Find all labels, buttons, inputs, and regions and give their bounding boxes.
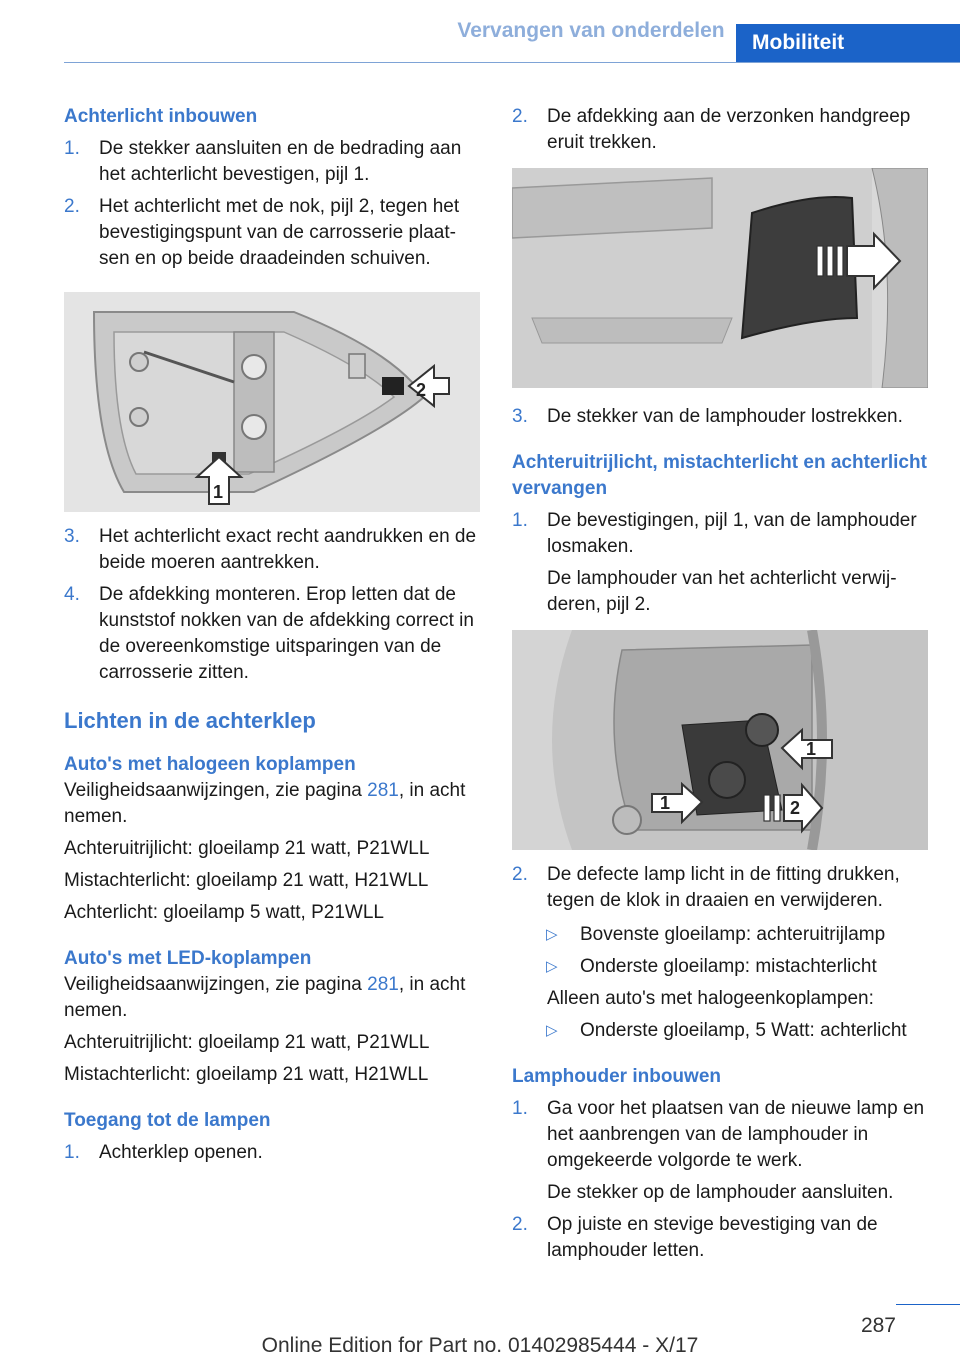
- halogen-only-note: Alleen auto's met halogeenkoplampen:: [547, 988, 874, 1009]
- holder-step-1: 1. Ga voor het plaatsen van de nieuwe lamp en het aanbrengen van de lamphouder in omgekeerde volgorde te werk.: [512, 1098, 925, 1171]
- install-step-3: 3. Het achterlicht exact recht aandrukken en de beide moeren aantrekken.: [64, 526, 477, 573]
- halogen-line: Mistachterlicht: gloeilamp 21 watt, H21WLL: [64, 870, 429, 891]
- heading-install-holder: Lamphouder inbouwen: [512, 1066, 721, 1087]
- holder-step-2: 2. Op juiste en stevige bevestiging van de lamphouder letten.: [512, 1214, 878, 1261]
- led-line: Achteruitrijlicht: gloeilamp 21 watt, P21WLL: [64, 1032, 430, 1053]
- halogen-safety-note: Veiligheidsaanwijzingen, zie pagina 281, in acht nemen.: [64, 780, 466, 827]
- heading-replace-lamps: Achteruitrijlicht, mistachterlicht en achterlicht vervangen: [512, 452, 927, 499]
- figure-lamp-holder: [512, 630, 928, 850]
- replace-step-1: 1. De bevestigingen, pijl 1, van de lamphouder losmaken.: [512, 510, 917, 557]
- bullet-item: ▷ Onderste gloeilamp: mistachterlicht: [546, 956, 877, 977]
- heading-halogen: Auto's met halogeen koplampen: [64, 754, 356, 775]
- replace-step-2: 2. De defecte lamp licht in de fitting drukken, tegen de klok in draaien en verwijderen.: [512, 864, 900, 911]
- bullet-item: ▷ Onderste gloeilamp, 5 Watt: achterlicht: [546, 1020, 907, 1041]
- left-column: [64, 104, 480, 1166]
- fig1-label-2: 2: [416, 380, 427, 400]
- fig3-label-1-bottom: 1: [660, 793, 671, 813]
- heading-lamp-access: Toegang tot de lampen: [64, 1110, 271, 1131]
- heading-led: Auto's met LED-koplampen: [64, 948, 312, 969]
- figure-cover-removal: [512, 168, 928, 388]
- page-link-281[interactable]: 281: [367, 780, 399, 801]
- header-section-title: Vervangen van onderdelen: [457, 19, 725, 42]
- halogen-line: Achterlicht: gloeilamp 5 watt, P21WLL: [64, 902, 384, 923]
- access-step-3: 3. De stekker van de lamphouder lostrekken.: [512, 406, 903, 427]
- install-step-1: 1. De stekker aansluiten en de bedrading aan het achterlicht bevestigen, pijl 1.: [64, 138, 462, 185]
- halogen-line: Achteruitrijlicht: gloeilamp 21 watt, P21WLL: [64, 838, 430, 859]
- install-step-4: 4. De afdekking monteren. Erop letten dat de kunststof nokken van de afdekking correct in de overeenkomstige uitsparingen van de carrosserie zitten.: [64, 584, 474, 683]
- page-link-281[interactable]: 281: [367, 974, 399, 995]
- access-step-1: 1. Achterklep openen.: [64, 1142, 263, 1163]
- fig3-label-1-top: 1: [806, 739, 817, 759]
- replace-step-1-note: De lamphouder van het achterlicht verwijderen, pijl 2.: [547, 568, 897, 615]
- header-rule: [64, 62, 960, 63]
- bullet-item: ▷ Bovenste gloeilamp: achteruitrijlamp: [546, 924, 886, 945]
- right-column: [512, 104, 928, 1264]
- heading-install-taillight: Achterlicht inbouwen: [64, 106, 258, 127]
- heading-tailgate-lights: Lichten in de achterklep: [64, 708, 316, 733]
- page-number-rule: [896, 1304, 960, 1305]
- access-step-2: 2. De afdekking aan de verzonken handgreep eruit trekken.: [512, 106, 911, 153]
- install-step-2: 2. Het achterlicht met de nok, pijl 2, tegen het bevestigingspunt van de carrosserie plaatsen en op beide draadeinden schuiven.: [64, 196, 460, 269]
- header-chapter-tab: Mobiliteit: [736, 24, 960, 62]
- fig1-label-1: 1: [213, 482, 224, 502]
- led-line: Mistachterlicht: gloeilamp 21 watt, H21WLL: [64, 1064, 429, 1085]
- holder-step-1-note: De stekker op de lamphouder aansluiten.: [547, 1182, 894, 1203]
- page-number: 287: [860, 1314, 896, 1337]
- fig3-label-2: 2: [790, 798, 801, 818]
- figure-taillight-mounting: [64, 292, 480, 512]
- led-safety-note: Veiligheidsaanwijzingen, zie pagina 281, in acht nemen.: [64, 974, 466, 1021]
- footer-edition: Online Edition for Part no. 01402985444 - X/17: [261, 1334, 699, 1357]
